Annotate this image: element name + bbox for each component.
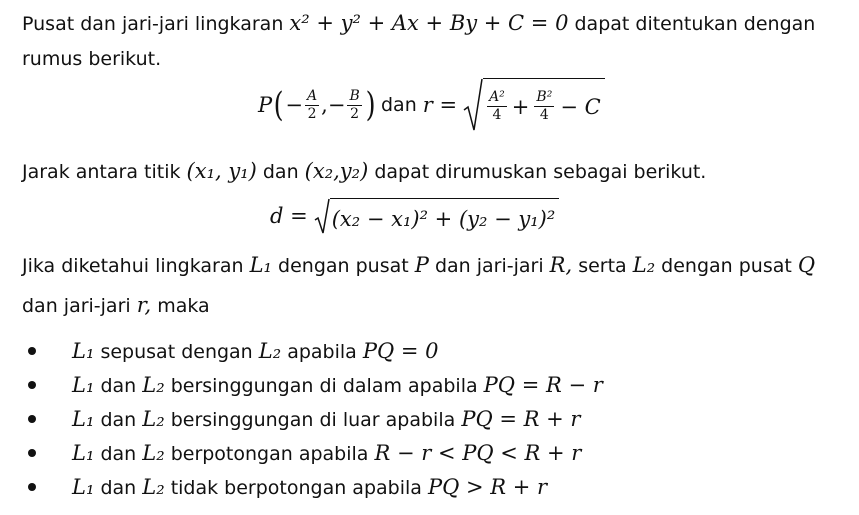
- circle-L2: L₂: [258, 339, 282, 363]
- list-item: [28, 440, 581, 467]
- circles-text-line2-b: maka: [157, 295, 210, 317]
- plus-sign: +: [511, 94, 530, 119]
- minus-C: − C: [560, 94, 601, 119]
- circles-text-c: dan jari-jari: [434, 255, 544, 277]
- bullet-icon: [28, 381, 36, 389]
- circles-text-b: dengan pusat: [278, 255, 409, 277]
- left-paren: (: [273, 85, 284, 125]
- bullet-icon: [28, 483, 36, 491]
- radius-R: R,: [549, 253, 573, 277]
- circles-line-1: [22, 252, 815, 279]
- circles-text-a: Jika diketahui lingkaran: [22, 255, 244, 277]
- distance-sqrt: [314, 198, 560, 234]
- bullet-condition-text: bersinggungan di dalam apabila: [170, 375, 478, 397]
- circle-L1: L₁: [72, 441, 95, 465]
- intro-text-after: dapat ditentukan dengan: [574, 13, 816, 35]
- circles-text-line2-a: dan jari-jari: [22, 295, 131, 317]
- circle-L2: L₂: [142, 475, 165, 499]
- circle-L1: L₁: [72, 475, 95, 499]
- circle-L2: L₂: [142, 373, 165, 397]
- radical-sign: [463, 78, 483, 132]
- intro-line-2: [22, 46, 161, 72]
- bullet-condition-math: R − r < PQ < R + r: [374, 441, 582, 465]
- bullet-condition-text: tidak berpotongan apabila: [170, 477, 422, 499]
- bullet-text: dan: [100, 375, 137, 397]
- radical-sign: [314, 198, 330, 234]
- distance-intro-line: [22, 158, 706, 185]
- dan-word: dan: [381, 94, 417, 116]
- fraction-B-over-2: $\frac{B}{2}$: [349, 87, 360, 122]
- distance-dan: dan: [262, 161, 299, 183]
- minus-sign: −: [285, 93, 304, 117]
- circle-general-equation: x² + y² + Ax + By + C = 0: [289, 11, 569, 35]
- bullet-condition-math: PQ = R − r: [483, 373, 603, 397]
- circles-text-d: serta: [578, 255, 627, 277]
- bullet-condition-text: bersinggungan di luar apabila: [170, 409, 456, 431]
- point-P: P: [258, 93, 273, 117]
- radicand: [483, 78, 605, 132]
- list-item: [28, 474, 547, 501]
- circle-L2: L₂: [142, 441, 165, 465]
- bullet-icon: [28, 347, 36, 355]
- radius-sqrt: [463, 78, 605, 132]
- circles-text-e: dengan pusat: [661, 255, 792, 277]
- bullet-text: dan: [100, 443, 137, 465]
- bullet-condition-math: PQ > R + r: [427, 475, 548, 499]
- bullet-condition-math: PQ = R + r: [461, 407, 581, 431]
- fraction-A-over-2: $\frac{A}{2}$: [307, 87, 318, 122]
- bullet-text: dan: [100, 477, 137, 499]
- circle-L1: L₁: [249, 253, 272, 277]
- bullet-condition-text: apabila: [287, 341, 357, 363]
- distance-d-equals: d =: [270, 204, 308, 228]
- radius-r: r,: [136, 293, 152, 317]
- intro-line-1: [22, 10, 815, 37]
- intro-text-line2: rumus berikut.: [22, 48, 162, 70]
- radius-r-equals: r =: [422, 93, 458, 117]
- bullet-icon: [28, 449, 36, 457]
- circle-L1: L₁: [72, 407, 95, 431]
- list-item: [28, 406, 580, 433]
- fraction-B2-over-4: $\frac{\text{B²}}{4}$: [536, 89, 553, 123]
- bullet-text: dan: [100, 409, 137, 431]
- bullet-icon: [28, 415, 36, 423]
- list-item: [28, 338, 439, 365]
- circle-L1: L₁: [72, 339, 95, 363]
- center-P: P: [414, 253, 429, 277]
- list-item: [28, 372, 603, 399]
- intro-text-before: Pusat dan jari-jari lingkaran: [22, 13, 284, 35]
- bullet-condition-math: PQ = 0: [362, 339, 439, 363]
- bullet-condition-text: berpotongan apabila: [170, 443, 369, 465]
- circle-L2: L₂: [632, 253, 656, 277]
- distance-radicand: (x₂ − x₁)² + (y₂ − y₁)²: [330, 198, 560, 234]
- circle-L1: L₁: [72, 373, 95, 397]
- circles-line-2: [22, 292, 210, 319]
- center-Q: Q: [797, 253, 816, 277]
- circle-L2: L₂: [142, 407, 165, 431]
- distance-formula: [270, 196, 559, 236]
- center-radius-formula: [258, 76, 605, 134]
- minus-sign: −: [327, 93, 346, 117]
- comma: ,: [321, 93, 328, 117]
- fraction-A2-over-4: $\frac{\text{A²}}{4}$: [489, 89, 505, 123]
- distance-text-1: Jarak antara titik: [22, 161, 181, 183]
- bullet-text: sepusat dengan: [100, 341, 253, 363]
- right-paren: ): [365, 85, 376, 125]
- point-1: (x₁, y₁): [186, 159, 257, 183]
- distance-text-2: dapat dirumuskan sebagai berikut.: [374, 161, 707, 183]
- point-2: (x₂,y₂): [304, 159, 369, 183]
